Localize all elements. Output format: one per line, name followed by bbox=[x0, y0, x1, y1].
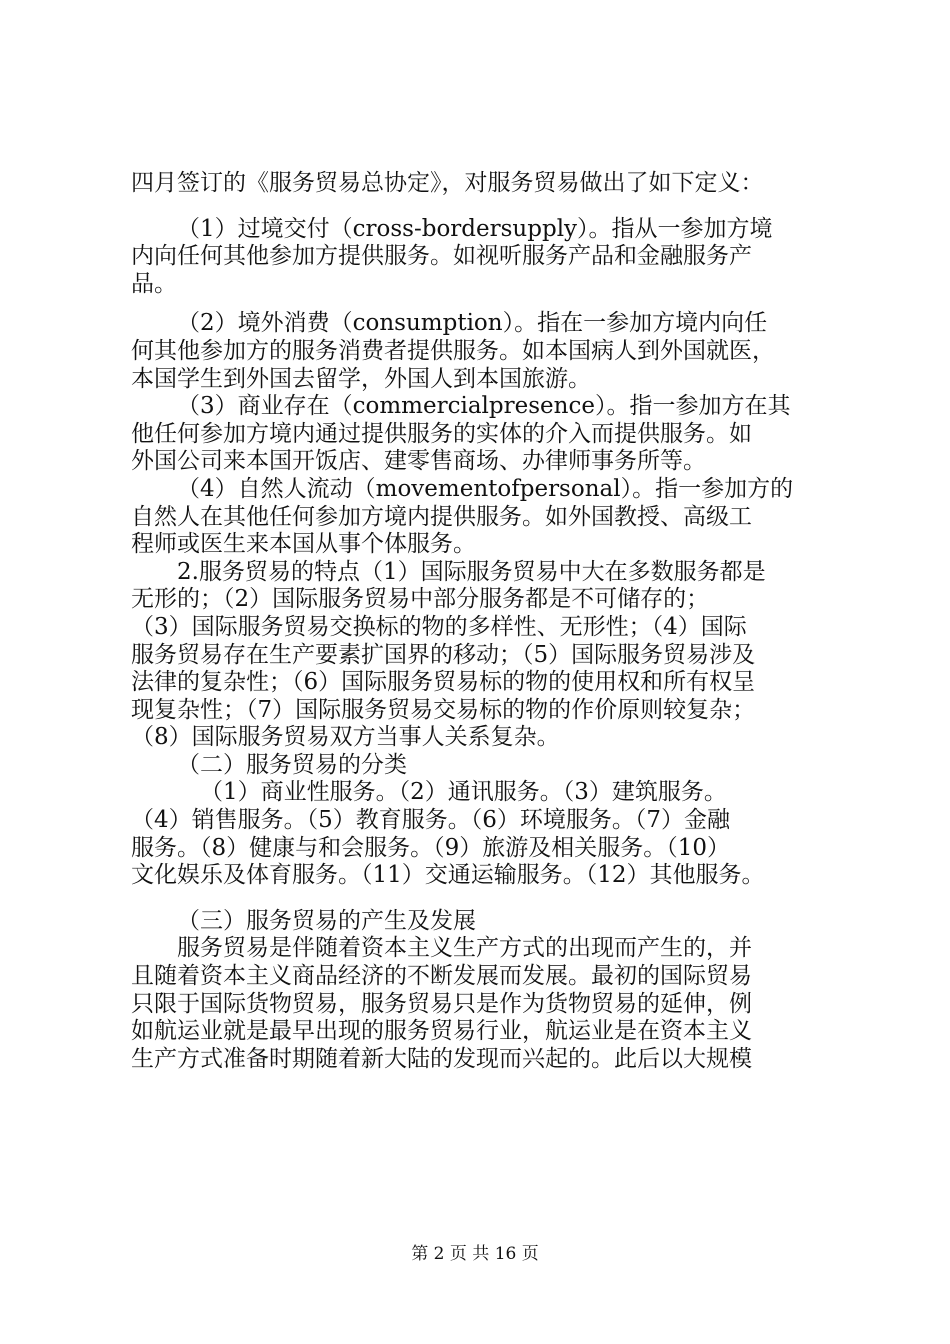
text-line: （2）境外消费（consumption）。指在一参加方境内向任 bbox=[177, 310, 768, 337]
text-line: （1）过境交付（cross-bordersupply）。指从一参加方境 bbox=[177, 215, 773, 242]
text-line: 四月签订的《服务贸易总协定》，对服务贸易做出了如下定义： bbox=[131, 170, 764, 196]
text-line: 法律的复杂性；（6）国际服务贸易标的物的使用权和所有权呈 bbox=[131, 669, 756, 696]
text-line: 本国学生到外国去留学，外国人到本国旅游。 bbox=[131, 365, 591, 392]
paragraph-commercial-presence bbox=[131, 393, 836, 476]
heading-line: （二）服务贸易的分类 bbox=[177, 751, 407, 778]
text-line: 服务。（8）健康与和会服务。（9）旅游及相关服务。（10） bbox=[131, 834, 731, 861]
paragraph-origin-development bbox=[131, 935, 836, 1073]
page-number-label: 第 2 页 共 16 页 bbox=[411, 1244, 539, 1264]
text-line: 2.服务贸易的特点（1）国际服务贸易中大在多数服务都是 bbox=[177, 558, 766, 585]
paragraph-consumption-abroad bbox=[131, 310, 836, 393]
page-footer bbox=[0, 1243, 950, 1265]
text-line: 无形的；（2）国际服务贸易中部分服务都是不可储存的； bbox=[131, 586, 710, 613]
text-line: （1）商业性服务。（2）通讯服务。（3）建筑服务。 bbox=[200, 779, 727, 806]
text-line: （4）自然人流动（movementofpersonal）。指一参加方的 bbox=[177, 475, 794, 502]
paragraph-intro bbox=[131, 170, 836, 198]
text-line: 外国公司来本国开饭店、建零售商场、办律师事务所等。 bbox=[131, 448, 706, 475]
text-line: 品。 bbox=[131, 270, 177, 297]
text-line: 他任何参加方境内通过提供服务的实体的介入而提供服务。如 bbox=[131, 420, 752, 447]
text-line: 服务贸易是伴随着资本主义生产方式的出现而产生的，并 bbox=[177, 935, 752, 962]
section-heading-origin-development bbox=[131, 908, 836, 936]
paragraph-movement-of-persons bbox=[131, 476, 836, 559]
heading-line: （三）服务贸易的产生及发展 bbox=[177, 907, 476, 934]
text-line: 生产方式准备时期随着新大陆的发现而兴起的。此后以大规模 bbox=[131, 1045, 752, 1072]
document-body bbox=[131, 170, 836, 1073]
text-line: 文化娱乐及体育服务。（11）交通运输服务。（12）其他服务。 bbox=[131, 862, 765, 889]
text-line: 服务贸易存在生产要素扩国界的移动；（5）国际服务贸易涉及 bbox=[131, 641, 756, 668]
text-line: 只限于国际货物贸易，服务贸易只是作为货物贸易的延伸，例 bbox=[131, 990, 752, 1017]
paragraph-trade-characteristics bbox=[131, 559, 836, 752]
text-line: 如航运业就是最早出现的服务贸易行业，航运业是在资本主义 bbox=[131, 1018, 752, 1045]
text-line: 何其他参加方的服务消费者提供服务。如本国病人到外国就医， bbox=[131, 337, 775, 364]
text-line: 且随着资本主义商品经济的不断发展而发展。最初的国际贸易 bbox=[131, 963, 752, 990]
text-line: 程师或医生来本国从事个体服务。 bbox=[131, 531, 476, 558]
text-line: 内向任何其他参加方提供服务。如视听服务产品和金融服务产 bbox=[131, 243, 752, 270]
text-line: 自然人在其他任何参加方境内提供服务。如外国教授、高级工 bbox=[131, 503, 752, 530]
section-heading-classification bbox=[131, 752, 836, 780]
text-line: （8）国际服务贸易双方当事人关系复杂。 bbox=[131, 724, 560, 751]
text-line: （4）销售服务。（5）教育服务。（6）环境服务。（7）金融 bbox=[131, 807, 731, 834]
paragraph-cross-border-supply bbox=[131, 216, 836, 299]
paragraph-classification-list bbox=[131, 779, 836, 889]
text-line: （3）商业存在（commercialpresence）。指一参加方在其 bbox=[177, 393, 791, 420]
text-line: （3）国际服务贸易交换标的物的多样性、无形性；（4）国际 bbox=[131, 613, 747, 640]
text-line: 现复杂性；（7）国际服务贸易交易标的物的作价原则较复杂； bbox=[131, 696, 756, 723]
